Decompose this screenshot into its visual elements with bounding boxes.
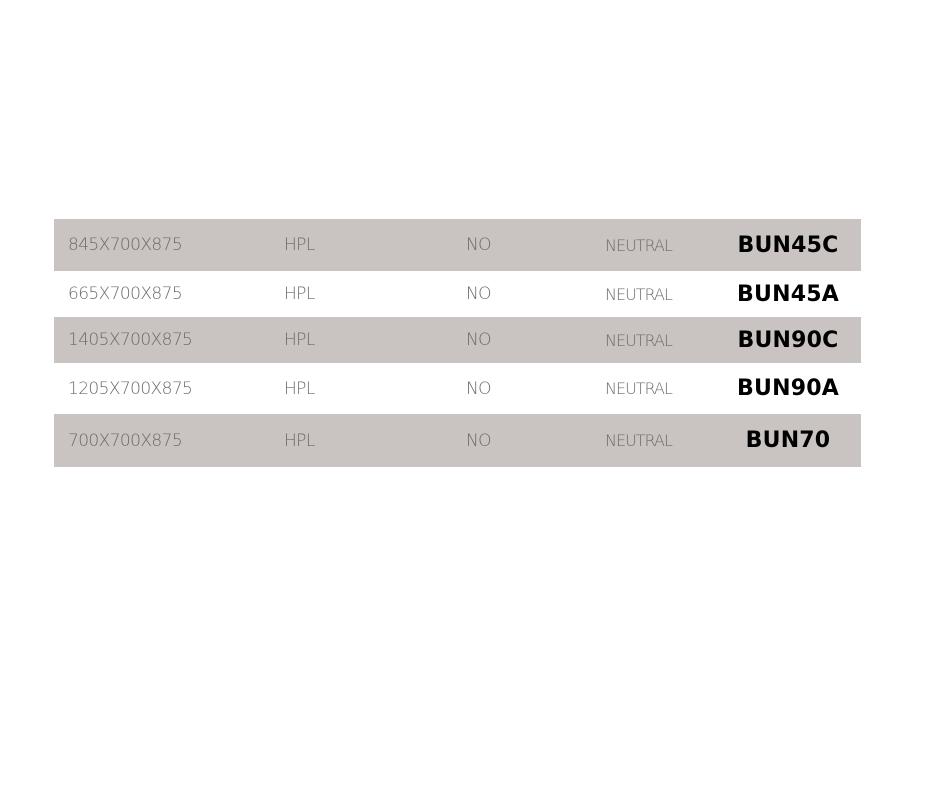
dimensions-cell: 845X700X875 — [68, 235, 183, 255]
option-cell: NO — [466, 235, 491, 255]
option-cell: NO — [466, 284, 491, 304]
finish-cell: NEUTRAL — [605, 330, 672, 350]
finish-cell: NEUTRAL — [605, 284, 672, 304]
product-spec-table — [54, 219, 861, 467]
table-row — [54, 271, 861, 317]
table-row — [54, 219, 861, 271]
dimensions-cell: 700X700X875 — [68, 430, 183, 451]
material-cell: HPL — [284, 378, 315, 399]
finish-cell: NEUTRAL — [605, 235, 672, 255]
option-cell: NO — [466, 378, 491, 399]
dimensions-cell: 1405X700X875 — [68, 330, 193, 350]
product-code-cell: BUN70 — [745, 428, 831, 453]
material-cell: HPL — [284, 284, 315, 304]
option-cell: NO — [466, 330, 491, 350]
product-code-cell: BUN45A — [737, 281, 839, 307]
dimensions-cell: 1205X700X875 — [68, 378, 193, 399]
product-code-cell: BUN90C — [737, 327, 839, 353]
finish-cell: NEUTRAL — [605, 379, 672, 398]
table-row — [54, 414, 861, 467]
product-code-cell: BUN90A — [737, 376, 839, 401]
product-code-cell: BUN45C — [737, 232, 839, 258]
table-row — [54, 317, 861, 363]
dimensions-cell: 665X700X875 — [68, 284, 183, 304]
option-cell: NO — [466, 430, 491, 451]
material-cell: HPL — [284, 235, 315, 255]
material-cell: HPL — [284, 330, 315, 350]
material-cell: HPL — [284, 430, 315, 451]
finish-cell: NEUTRAL — [605, 431, 672, 450]
table-row — [54, 363, 861, 414]
